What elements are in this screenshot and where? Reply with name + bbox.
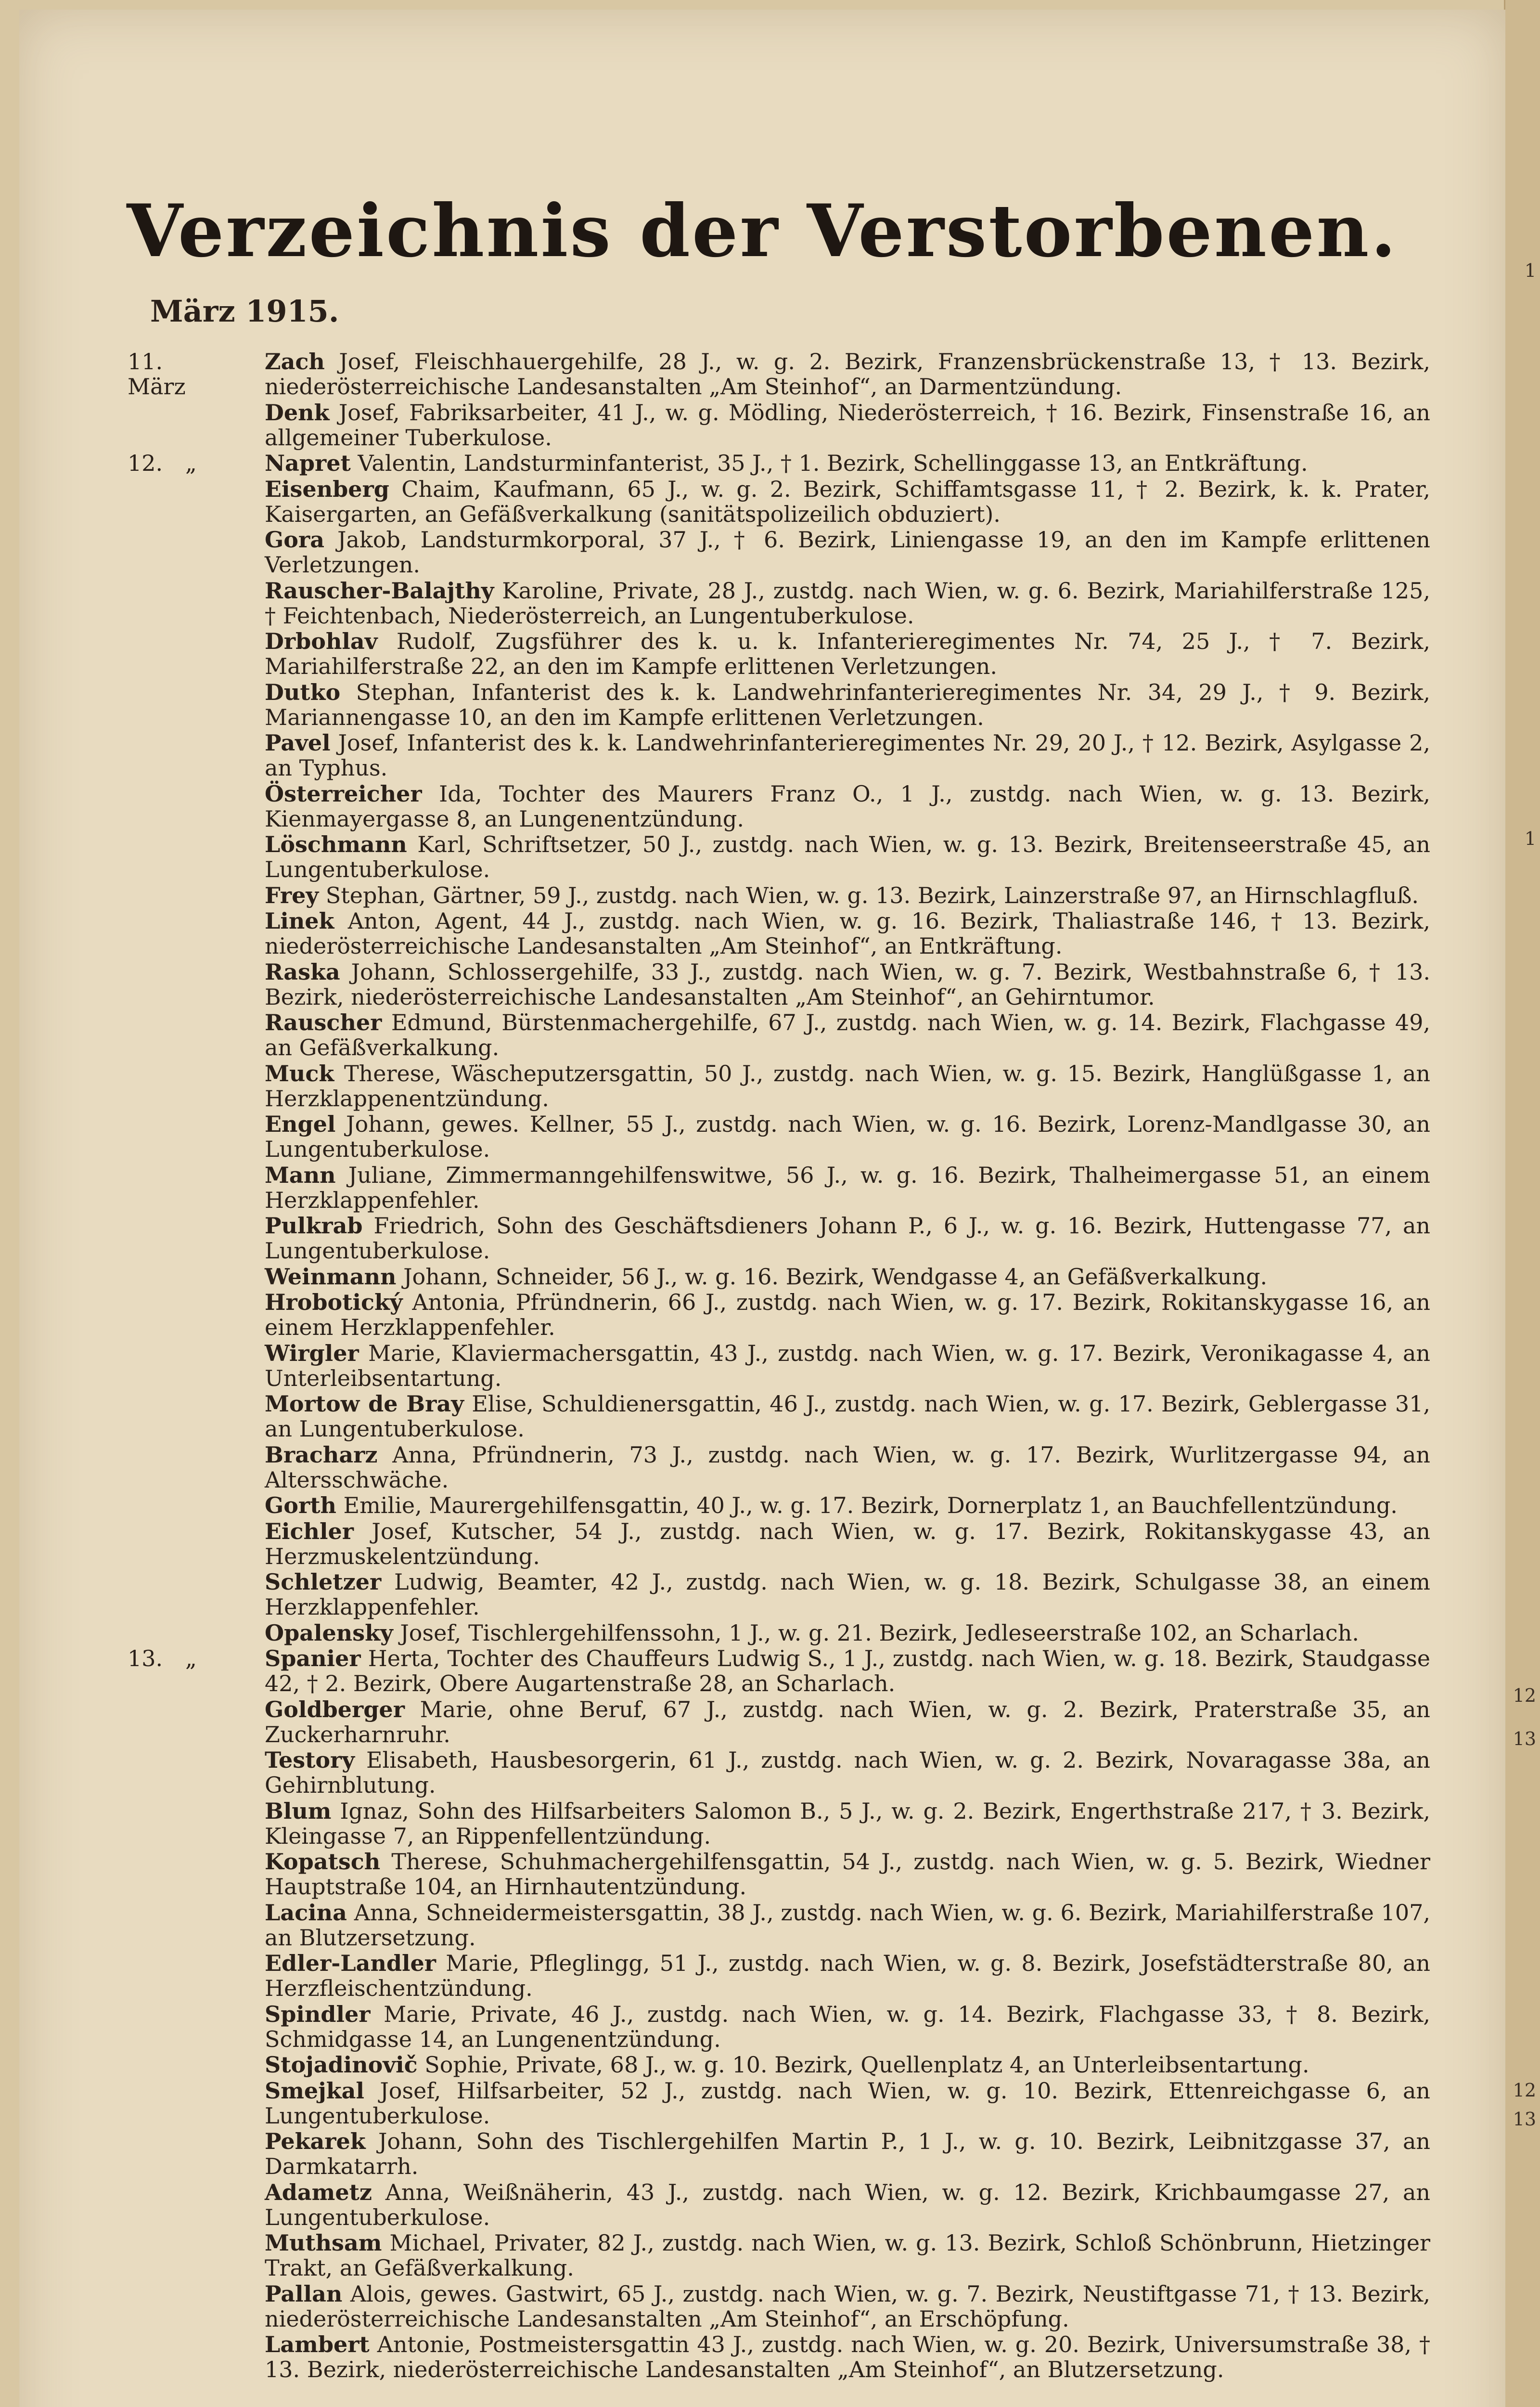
entry-body: [265, 781, 1430, 831]
deceased-name: Dutko: [265, 679, 341, 705]
entry-body: [265, 1061, 1430, 1111]
entry-date: [128, 1620, 224, 1645]
entry-details: Johann, Schneider, 56 J., w. g. 16. Bezirk, Wendgasse 4, an Gefäßverkalkung.: [403, 1263, 1268, 1290]
edge-number: 1: [1524, 828, 1536, 849]
register-entry: [19, 883, 1505, 908]
register-entry: [19, 1747, 1505, 1798]
entry-details: Elise, Schuldienersgattin, 46 J., zustdg. nach Wien, w. g. 17. Bezirk, Geblergasse 31, an Lungentuberkulose.: [265, 1391, 1431, 1442]
register-entry: [19, 629, 1505, 679]
register-entry: [19, 1646, 1505, 1696]
register-entry: [19, 2180, 1505, 2230]
entry-details: Michael, Privater, 82 J., zustdg. nach Wien, w. g. 13. Bezirk, Schloß Schönbrunn, Hietzinger Trakt, an Gefäßverkalkung.: [265, 2230, 1430, 2281]
entry-body: [265, 2332, 1430, 2382]
deceased-name: Denk: [265, 399, 330, 426]
entry-date: [128, 1747, 224, 1773]
deceased-name: Muck: [265, 1060, 334, 1087]
entry-details: Antonie, Postmeistersgattin 43 J., zustdg. nach Wien, w. g. 20. Bezirk, Universumstraße 38, † 13. Bezirk, niederösterreichische Landesanstalten „Am Steinhof“, an Blutzersetzung.: [265, 2331, 1430, 2382]
entry-body: [265, 959, 1430, 1009]
entry-date: [128, 1951, 224, 1976]
entry-body: [265, 1010, 1430, 1060]
deceased-name: Gora: [265, 527, 325, 553]
deceased-name: Spanier: [265, 1645, 361, 1671]
entry-month: März: [128, 374, 186, 400]
register-entry: [19, 680, 1505, 730]
entry-date: [128, 2230, 224, 2255]
deceased-name: Rauscher: [265, 1009, 382, 1035]
register-entry: [19, 578, 1505, 628]
register-entry: [19, 451, 1505, 476]
entry-details: Emilie, Maurergehilfensgattin, 40 J., w. g. 17. Bezirk, Dornerplatz 1, an Bauchfellentzündung.: [343, 1492, 1398, 1518]
entry-date: [128, 730, 224, 755]
register-entry: [19, 2002, 1505, 2052]
deceased-name: Raska: [265, 958, 340, 985]
entry-body: [265, 477, 1430, 527]
register-entry: [19, 2052, 1505, 2077]
deceased-name: Rauscher-Balajthy: [265, 577, 494, 604]
entry-body: [265, 1646, 1430, 1696]
entry-body: [265, 2230, 1430, 2280]
entry-details: Friedrich, Sohn des Geschäftsdieners Johann P., 6 J., w. g. 16. Bezirk, Huttengasse 77, an Lungentuberkulose.: [265, 1213, 1430, 1264]
entry-details: Sophie, Private, 68 J., w. g. 10. Bezirk, Quellenplatz 4, an Unterleibsentartung.: [424, 2052, 1309, 2078]
entry-details: Anna, Pfründnerin, 73 J., zustdg. nach Wien, w. g. 17. Bezirk, Wurlitzergasse 94, an Altersschwäche.: [265, 1441, 1430, 1493]
register-entry: [19, 2078, 1505, 2128]
entry-date: [128, 1264, 224, 1289]
entry-details: Juliane, Zimmermanngehilfenswitwe, 56 J., w. g. 16. Bezirk, Thalheimergasse 51, an einem Herzklappenfehler.: [265, 1162, 1430, 1213]
deceased-name: Österreicher: [265, 780, 422, 807]
entry-body: [265, 1900, 1430, 1950]
entry-body: [265, 1519, 1430, 1569]
entry-date: [128, 1213, 224, 1238]
register-entry: [19, 527, 1505, 577]
entry-details: Jakob, Landsturmkorporal, 37 J., † 6. Bezirk, Liniengasse 19, an den im Kampfe erlittenen Verletzungen.: [265, 527, 1431, 578]
register-entry: [19, 1163, 1505, 1213]
entry-date: [128, 2002, 224, 2027]
entry-date: [128, 1442, 224, 1467]
entry-date: [128, 680, 224, 705]
entry-details: Stephan, Infanterist des k. k. Landwehrinfanterieregimentes Nr. 34, 29 J., † 9. Bezirk, Mariannengasse 10, an den im Kampfe erlittenen Verletzungen.: [265, 679, 1431, 730]
deceased-name: Pulkrab: [265, 1213, 363, 1239]
month-heading: März 1915.: [150, 294, 339, 329]
register-entry: [19, 1519, 1505, 1569]
register-entry: [19, 1112, 1505, 1162]
entry-body: [265, 1569, 1430, 1619]
entry-details: Stephan, Gärtner, 59 J., zustdg. nach Wien, w. g. 13. Bezirk, Lainzerstraße 97, an Hirnschlagfluß.: [325, 882, 1419, 908]
register-entry: [19, 2281, 1505, 2331]
deceased-name: Engel: [265, 1111, 336, 1137]
deceased-name: Adametz: [265, 2179, 372, 2205]
entry-details: Anna, Weißnäherin, 43 J., zustdg. nach Wien, w. g. 12. Bezirk, Krichbaumgasse 27, an Lungentuberkulose.: [265, 2179, 1430, 2230]
deceased-name: Frey: [265, 882, 319, 908]
entry-details: Therese, Schuhmachergehilfensgattin, 54 J., zustdg. nach Wien, w. g. 5. Bezirk, Wiedner Hauptstraße 104, an Hirnhautentzündung.: [265, 1849, 1430, 1900]
deceased-name: Spindler: [265, 2001, 371, 2027]
register-entry: [19, 1569, 1505, 1619]
entry-date: [128, 1646, 224, 1671]
deceased-name: Muthsam: [265, 2230, 382, 2256]
register-entry: [19, 959, 1505, 1009]
entry-date: [128, 1391, 224, 1416]
register-entry: [19, 1697, 1505, 1747]
deceased-name: Linek: [265, 908, 334, 934]
deceased-name: Löschmann: [265, 831, 407, 857]
entry-date: [128, 832, 224, 857]
deceased-name: Gorth: [265, 1492, 336, 1518]
register-entry: [19, 1493, 1505, 1518]
entry-date: [128, 883, 224, 908]
entry-date: [128, 1519, 224, 1544]
edge-number: 13: [1513, 2109, 1536, 2130]
entry-date: [128, 1010, 224, 1035]
entry-date: [128, 349, 224, 399]
deceased-name: Drbohlav: [265, 628, 378, 654]
entry-date: [128, 1112, 224, 1137]
deceased-name: Eisenberg: [265, 476, 389, 502]
entry-body: [265, 1290, 1430, 1340]
entry-details: Josef, Tischlergehilfenssohn, 1 J., w. g. 21. Bezirk, Jedleseerstraße 102, an Scharlach.: [400, 1619, 1359, 1646]
register-entry: [19, 1620, 1505, 1645]
entry-body: [265, 2078, 1430, 2128]
entry-date: [128, 1697, 224, 1722]
entry-day: 12.: [128, 450, 163, 476]
register-entry: [19, 1213, 1505, 1263]
death-register-list: [19, 349, 1505, 2382]
register-entry: [19, 781, 1505, 831]
entry-date: [128, 578, 224, 603]
deceased-name: Napret: [265, 450, 351, 476]
entry-body: [265, 1620, 1430, 1645]
entry-body: [265, 1112, 1430, 1162]
entry-body: [265, 1951, 1430, 2001]
entry-date: [128, 1799, 224, 1824]
entry-body: [265, 349, 1430, 399]
register-entry: [19, 730, 1505, 780]
entry-details: Josef, Kutscher, 54 J., zustdg. nach Wien, w. g. 17. Bezirk, Rokitanskygasse 43, an Herzmuskelentzündung.: [265, 1518, 1430, 1569]
document-page: [19, 10, 1505, 2407]
entry-body: [265, 908, 1430, 958]
register-entry: [19, 832, 1505, 882]
entry-date: [128, 400, 224, 425]
entry-body: [265, 1697, 1430, 1747]
entry-body: [265, 1391, 1430, 1441]
deceased-name: Testory: [265, 1747, 355, 1773]
deceased-name: Weinmann: [265, 1263, 397, 1290]
entry-date: [128, 2281, 224, 2306]
entry-body: [265, 578, 1430, 628]
entry-date: [128, 2180, 224, 2205]
register-entry: [19, 1849, 1505, 1899]
entry-details: Ida, Tochter des Maurers Franz O., 1 J., zustdg. nach Wien, w. g. 13. Bezirk, Kienmayergasse 8, an Lungenentzündung.: [265, 780, 1430, 832]
deceased-name: Lambert: [265, 2331, 370, 2357]
entry-body: [265, 730, 1430, 780]
entry-body: [265, 883, 1430, 908]
entry-date: [128, 2129, 224, 2154]
entry-date: [128, 2052, 224, 2077]
deceased-name: Schletzer: [265, 1569, 382, 1595]
register-entry: [19, 908, 1505, 958]
entry-details: Josef, Infanterist des k. k. Landwehrinfanterieregimentes Nr. 29, 20 J., † 12. Bezirk, Asylgasse 2, an Typhus.: [265, 730, 1430, 781]
edge-number: 12: [1513, 1685, 1536, 1706]
entry-details: Josef, Hilfsarbeiter, 52 J., zustdg. nach Wien, w. g. 10. Bezirk, Ettenreichgasse 6, an Lungentuberkulose.: [265, 2077, 1430, 2129]
entry-date: [128, 959, 224, 984]
entry-date: [128, 527, 224, 552]
entry-details: Ludwig, Beamter, 42 J., zustdg. nach Wien, w. g. 18. Bezirk, Schulgasse 38, an einem Herzklappenfehler.: [265, 1569, 1430, 1620]
entry-body: [265, 2129, 1430, 2179]
entry-details: Elisabeth, Hausbesorgerin, 61 J., zustdg. nach Wien, w. g. 2. Bezirk, Novaragasse 38a, an Gehirnblutung.: [265, 1747, 1430, 1798]
register-entry: [19, 400, 1505, 450]
entry-body: [265, 2052, 1430, 2077]
entry-date: [128, 477, 224, 502]
page-title: Verzeichnis der Verstorbenen.: [127, 189, 1398, 273]
deceased-name: Kopatsch: [265, 1849, 381, 1875]
entry-details: Marie, ohne Beruf, 67 J., zustdg. nach Wien, w. g. 2. Bezirk, Praterstraße 35, an Zuckerharnruhr.: [265, 1696, 1430, 1747]
entry-body: [265, 2002, 1430, 2052]
entry-details: Josef, Fabriksarbeiter, 41 J., w. g. Mödling, Niederösterreich, † 16. Bezirk, Finsenstraße 16, an allgemeiner Tuberkulose.: [265, 399, 1430, 451]
entry-body: [265, 400, 1430, 450]
entry-details: Valentin, Landsturminfanterist, 35 J., † 1. Bezirk, Schellinggasse 13, an Entkräftung.: [358, 450, 1308, 476]
entry-details: Karl, Schriftsetzer, 50 J., zustdg. nach Wien, w. g. 13. Bezirk, Breitenseerstraße 45, an Lungentuberkulose.: [265, 831, 1431, 882]
entry-date: [128, 2078, 224, 2103]
entry-details: Anton, Agent, 44 J., zustdg. nach Wien, w. g. 16. Bezirk, Thaliastraße 146, † 13. Bezirk, niederösterreichische Landesanstalten „Am Steinhof“, an Entkräftung.: [265, 908, 1430, 959]
register-entry: [19, 477, 1505, 527]
entry-details: Edmund, Bürstenmachergehilfe, 67 J., zustdg. nach Wien, w. g. 14. Bezirk, Flachgasse 49, an Gefäßverkalkung.: [265, 1009, 1431, 1061]
entry-body: [265, 1493, 1430, 1518]
deceased-name: Mortow de Bray: [265, 1391, 464, 1417]
entry-date: [128, 1493, 224, 1518]
entry-date: [128, 2332, 224, 2357]
edge-number: 12: [1513, 2080, 1536, 2101]
entry-body: [265, 629, 1430, 679]
entry-details: Marie, Private, 46 J., zustdg. nach Wien, w. g. 14. Bezirk, Flachgasse 33, † 8. Bezirk, Schmidgasse 14, an Lungenentzündung.: [265, 2001, 1430, 2052]
entry-body: [265, 2281, 1430, 2331]
entry-date: [128, 451, 224, 476]
deceased-name: Smejkal: [265, 2077, 364, 2104]
entry-body: [265, 1163, 1430, 1213]
register-entry: [19, 1290, 1505, 1340]
entry-body: [265, 451, 1430, 476]
deceased-name: Pavel: [265, 730, 331, 756]
deceased-name: Hrobotický: [265, 1289, 403, 1315]
entry-details: Karoline, Private, 28 J., zustdg. nach Wien, w. g. 6. Bezirk, Mariahilferstraße 125, † Feichtenbach, Niederösterreich, an Lungentuberkulose.: [265, 577, 1430, 629]
deceased-name: Eichler: [265, 1518, 354, 1544]
deceased-name: Zach: [265, 349, 325, 375]
register-entry: [19, 1061, 1505, 1111]
register-entry: [19, 1264, 1505, 1289]
entry-date: [128, 1849, 224, 1874]
entry-body: [265, 527, 1430, 577]
entry-body: [265, 1747, 1430, 1798]
deceased-name: Stojadinovič: [265, 2052, 418, 2078]
register-entry: [19, 1900, 1505, 1950]
entry-month: „: [185, 1645, 197, 1671]
entry-date: [128, 781, 224, 806]
deceased-name: Opalensky: [265, 1619, 393, 1646]
entry-body: [265, 1849, 1430, 1899]
entry-body: [265, 1799, 1430, 1849]
entry-details: Johann, Sohn des Tischlergehilfen Martin P., 1 J., w. g. 10. Bezirk, Leibnitzgasse 37, an Darmkatarrh.: [265, 2128, 1430, 2179]
entry-details: Anna, Schneidermeistersgattin, 38 J., zustdg. nach Wien, w. g. 6. Bezirk, Mariahilferstraße 107, an Blutzersetzung.: [265, 1899, 1430, 1951]
entry-body: [265, 680, 1430, 730]
entry-body: [265, 1341, 1430, 1391]
entry-date: [128, 1061, 224, 1086]
deceased-name: Pallan: [265, 2280, 343, 2307]
entry-day: 11.: [128, 349, 163, 375]
entry-details: Johann, Schlossergehilfe, 33 J., zustdg. nach Wien, w. g. 7. Bezirk, Westbahnstraße 6, † 13. Bezirk, niederösterreichische Landesanstalten „Am Steinhof“, an Gehirntumor.: [265, 958, 1430, 1010]
entry-details: Antonia, Pfründnerin, 66 J., zustdg. nach Wien, w. g. 17. Bezirk, Rokitanskygasse 16, an einem Herzklappenfehler.: [265, 1289, 1430, 1340]
entry-body: [265, 1264, 1430, 1289]
entry-body: [265, 1213, 1430, 1263]
entry-details: Marie, Klaviermachersgattin, 43 J., zustdg. nach Wien, w. g. 17. Bezirk, Veronikagasse 4, an Unterleibsentartung.: [265, 1340, 1431, 1391]
entry-date: [128, 1290, 224, 1315]
deceased-name: Lacina: [265, 1899, 347, 1926]
register-entry: [19, 2129, 1505, 2179]
entry-date: [128, 1900, 224, 1925]
entry-body: [265, 832, 1430, 882]
entry-details: Josef, Fleischhauergehilfe, 28 J., w. g. 2. Bezirk, Franzensbrückenstraße 13, † 13. Bezirk, niederösterreichische Landesanstalten „Am Steinhof“, an Darmentzündung.: [265, 349, 1430, 400]
entry-date: [128, 1163, 224, 1188]
entry-body: [265, 1442, 1430, 1492]
entry-date: [128, 1569, 224, 1594]
register-entry: [19, 1010, 1505, 1060]
deceased-name: Mann: [265, 1162, 336, 1188]
entry-details: Rudolf, Zugsführer des k. u. k. Infanterieregimentes Nr. 74, 25 J., † 7. Bezirk, Mariahilferstraße 22, an den im Kampfe erlittenen Verletzungen.: [265, 628, 1430, 679]
entry-day: 13.: [128, 1645, 163, 1671]
edge-number: 13: [1513, 1728, 1536, 1749]
entry-details: Herta, Tochter des Chauffeurs Ludwig S., 1 J., zustdg. nach Wien, w. g. 18. Bezirk, Staudgasse 42, † 2. Bezirk, Obere Augartenstraße 28, an Scharlach.: [265, 1645, 1430, 1696]
deceased-name: Wirgler: [265, 1340, 359, 1366]
deceased-name: Pekarek: [265, 2128, 366, 2154]
entry-date: [128, 629, 224, 654]
facing-page-edge: [1504, 0, 1540, 2407]
entry-date: [128, 1341, 224, 1366]
entry-details: Therese, Wäscheputzersgattin, 50 J., zustdg. nach Wien, w. g. 15. Bezirk, Hanglüßgasse 1, an Herzklappenentzündung.: [265, 1060, 1430, 1112]
register-entry: [19, 349, 1505, 399]
entry-details: Ignaz, Sohn des Hilfsarbeiters Salomon B., 5 J., w. g. 2. Bezirk, Engerthstraße 217, † 3. Bezirk, Kleingasse 7, an Rippenfellentzündung.: [265, 1798, 1430, 1849]
entry-body: [265, 2180, 1430, 2230]
deceased-name: Edler-Landler: [265, 1950, 436, 1976]
register-entry: [19, 1341, 1505, 1391]
register-entry: [19, 1799, 1505, 1849]
edge-number: 1: [1524, 260, 1536, 281]
register-entry: [19, 1442, 1505, 1492]
register-entry: [19, 1951, 1505, 2001]
entry-details: Marie, Pfleglingg, 51 J., zustdg. nach Wien, w. g. 8. Bezirk, Josefstädterstraße 80, an Herzfleischentzündung.: [265, 1950, 1431, 2001]
deceased-name: Goldberger: [265, 1696, 405, 1722]
entry-date: [128, 908, 224, 933]
deceased-name: Blum: [265, 1798, 332, 1824]
entry-details: Alois, gewes. Gastwirt, 65 J., zustdg. nach Wien, w. g. 7. Bezirk, Neustiftgasse 71, † 13. Bezirk, niederösterreichische Landesanstalten „Am Steinhof“, an Erschöpfung.: [265, 2280, 1430, 2332]
entry-details: Johann, gewes. Kellner, 55 J., zustdg. nach Wien, w. g. 16. Bezirk, Lorenz-Mandlgasse 30, an Lungentuberkulose.: [265, 1111, 1431, 1162]
entry-details: Chaim, Kaufmann, 65 J., w. g. 2. Bezirk, Schiffamtsgasse 11, † 2. Bezirk, k. k. Prater, Kaisergarten, an Gefäßverkalkung (sanitätspolizeilich obduziert).: [265, 476, 1431, 527]
deceased-name: Bracharz: [265, 1441, 378, 1468]
register-entry: [19, 1391, 1505, 1441]
register-entry: [19, 2332, 1505, 2382]
entry-month: „: [185, 450, 197, 476]
register-entry: [19, 2230, 1505, 2280]
